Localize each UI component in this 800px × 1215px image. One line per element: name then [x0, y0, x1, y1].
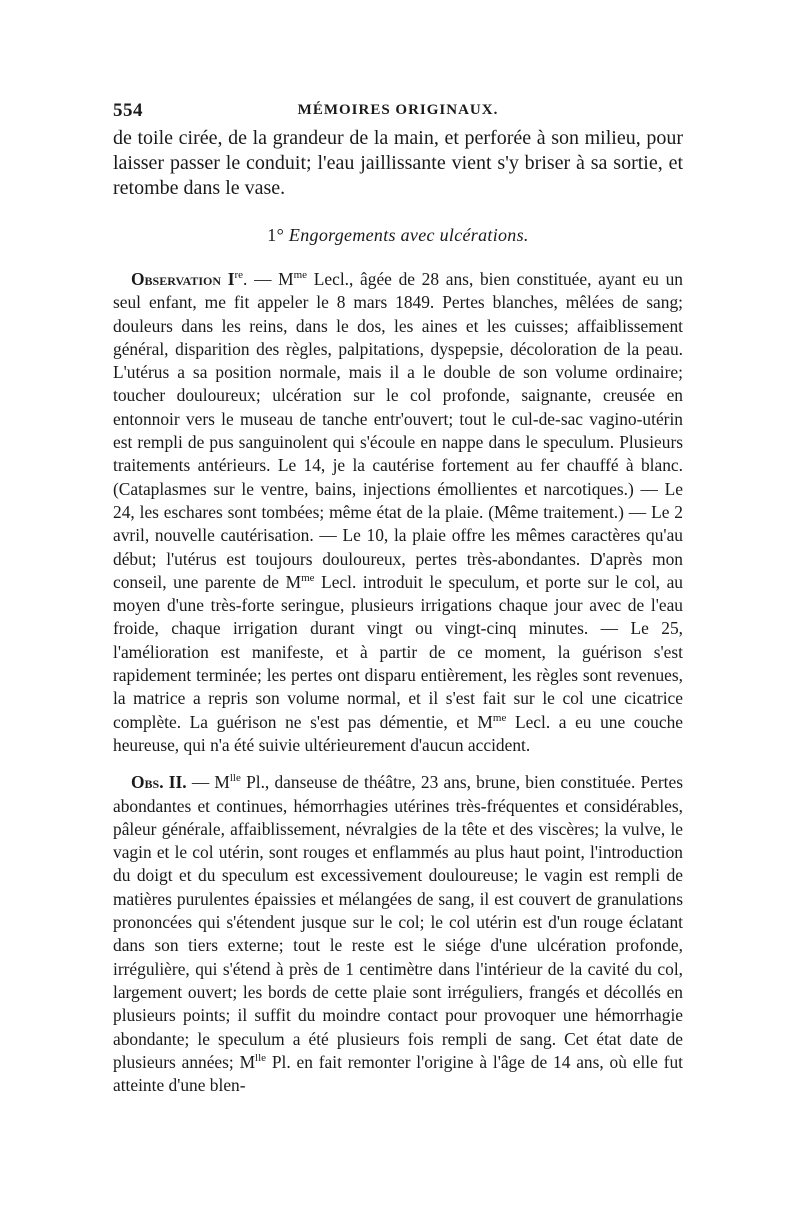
running-title: MÉMOIRES ORIGINAUX. — [297, 102, 499, 118]
running-head — [113, 96, 683, 126]
observation-1-text3: Lecl. a eu une couche heureuse, qui n'a été suivie ultérieurement d'aucun accident. — [113, 711, 684, 755]
section-title: Engorgements avec ulcérations. — [288, 225, 529, 245]
observation-2-dash: — M — [186, 772, 230, 793]
intro-paragraph: de toile cirée, de la grandeur de la main, et perforée à son milieu, pour laisser passer le conduit; l'eau jaillissante vient s'y briser à sa sortie, et retombe dans le vase. — [113, 127, 683, 199]
observation-2-sup2: lle — [255, 1052, 267, 1064]
observation-2 — [113, 771, 683, 1097]
observation-1-dash: . — M — [243, 269, 294, 289]
section-heading — [113, 225, 683, 246]
observation-1-sup2: me — [301, 572, 315, 585]
section-number: 1° — [267, 225, 285, 245]
observation-1-label-sup: re — [234, 269, 244, 282]
observation-1-label: Observation I — [131, 269, 235, 289]
observation-1-text2: Lecl. introduit le speculum, et porte sur le col, au moyen d'une très-forte seringue, plusieurs irrigations chaque jour avec de l'eau froide, chaque irrigation durant vingt ou vingt-cinq minutes. — Le 25, l'amélioration est manifeste, et à partir de ce moment, la guérison s'est rapidement terminée; les pertes ont disparu entièrement, les règles sont revenues, la matrice a repris son volume normal, et il s'est fait sur le col une cicatrice complète. La guérison ne s'est pas démentie, et M — [113, 571, 684, 732]
observation-2-text2: Pl. en fait remonter l'origine à l'âge de 14 ans, où elle fut atteinte d'une blen- — [113, 1051, 683, 1096]
page-number: 554 — [113, 100, 143, 121]
observation-1-sup3: me — [492, 711, 507, 724]
observation-1 — [113, 268, 683, 757]
observation-1-title-sup: me — [293, 269, 308, 282]
observation-1-text: Lecl., âgée de 28 ans, bien constituée, ayant eu un seul enfant, me fit appeler le 8 mars 1849. Pertes blanches, mêlées de sang; douleurs dans les reins, dans le dos, les aines et les cuisses; affaiblissement général, disparition des règles, palpitations, dyspepsie, décoloration de la peau. L'utérus a sa position normale, mais il a le double de son volume ordinaire; toucher douloureux; ulcération sur le col profonde, saignante, creusée en entonnoir vers le museau de tanche entr'ouvert; tout le cul-de-sac vagino-utérin est rempli de pus sanguinolent qui s'écoule en nappe dans le speculum. Plusieurs traitements antérieurs. Le 14, je la cautérise fortement au fer chauffé à blanc. (Cataplasmes sur le ventre, bains, injections émollientes et narcotiques.) — Le 24, les eschares sont tombées; même état de la plaie. (Même traitement.) — Le 2 avril, nouvelle cautérisation. — Le 10, la plaie offre les mêmes caractères qu'au début; l'utérus est toujours douloureux, pertes très-abondantes. D'après mon conseil, une parente de M — [113, 269, 684, 592]
observation-2-title-sup: lle — [229, 772, 241, 785]
observation-2-label: Obs. II. — [131, 772, 187, 793]
book-page — [113, 96, 683, 1097]
observation-2-text: Pl., danseuse de théâtre, 23 ans, brune, bien constituée. Pertes abondantes et continues, hémorrhagies utérines très-fréquentes et considérables, pâleur générale, affaiblissement, névralgies de la tête et des viscères; la vulve, le vagin et le col utérin, sont rouges et enflammés au plus haut point, l'introduction du doigt et du speculum est excessivement douloureuse; le vagin est rempli de matières purulentes épaissies et mélangées de sang, il est couvert de granulations prononcées qui s'étendent jusque sur le col; le col utérin est d'un rouge éclatant dans son tiers externe; tout le reste est le siége d'une ulcération profonde, irrégulière, qui s'étend à près de 1 centimètre dans l'intérieur de la cavité du col, largement ouvert; les bords de cette plaie sont irréguliers, frangés et décollés en plusieurs points; il suffit du moindre contact pour provoquer une hémorrhagie abondante; le speculum a été plusieurs fois rempli de sang. Cet état date de plusieurs années; M — [113, 772, 683, 1072]
